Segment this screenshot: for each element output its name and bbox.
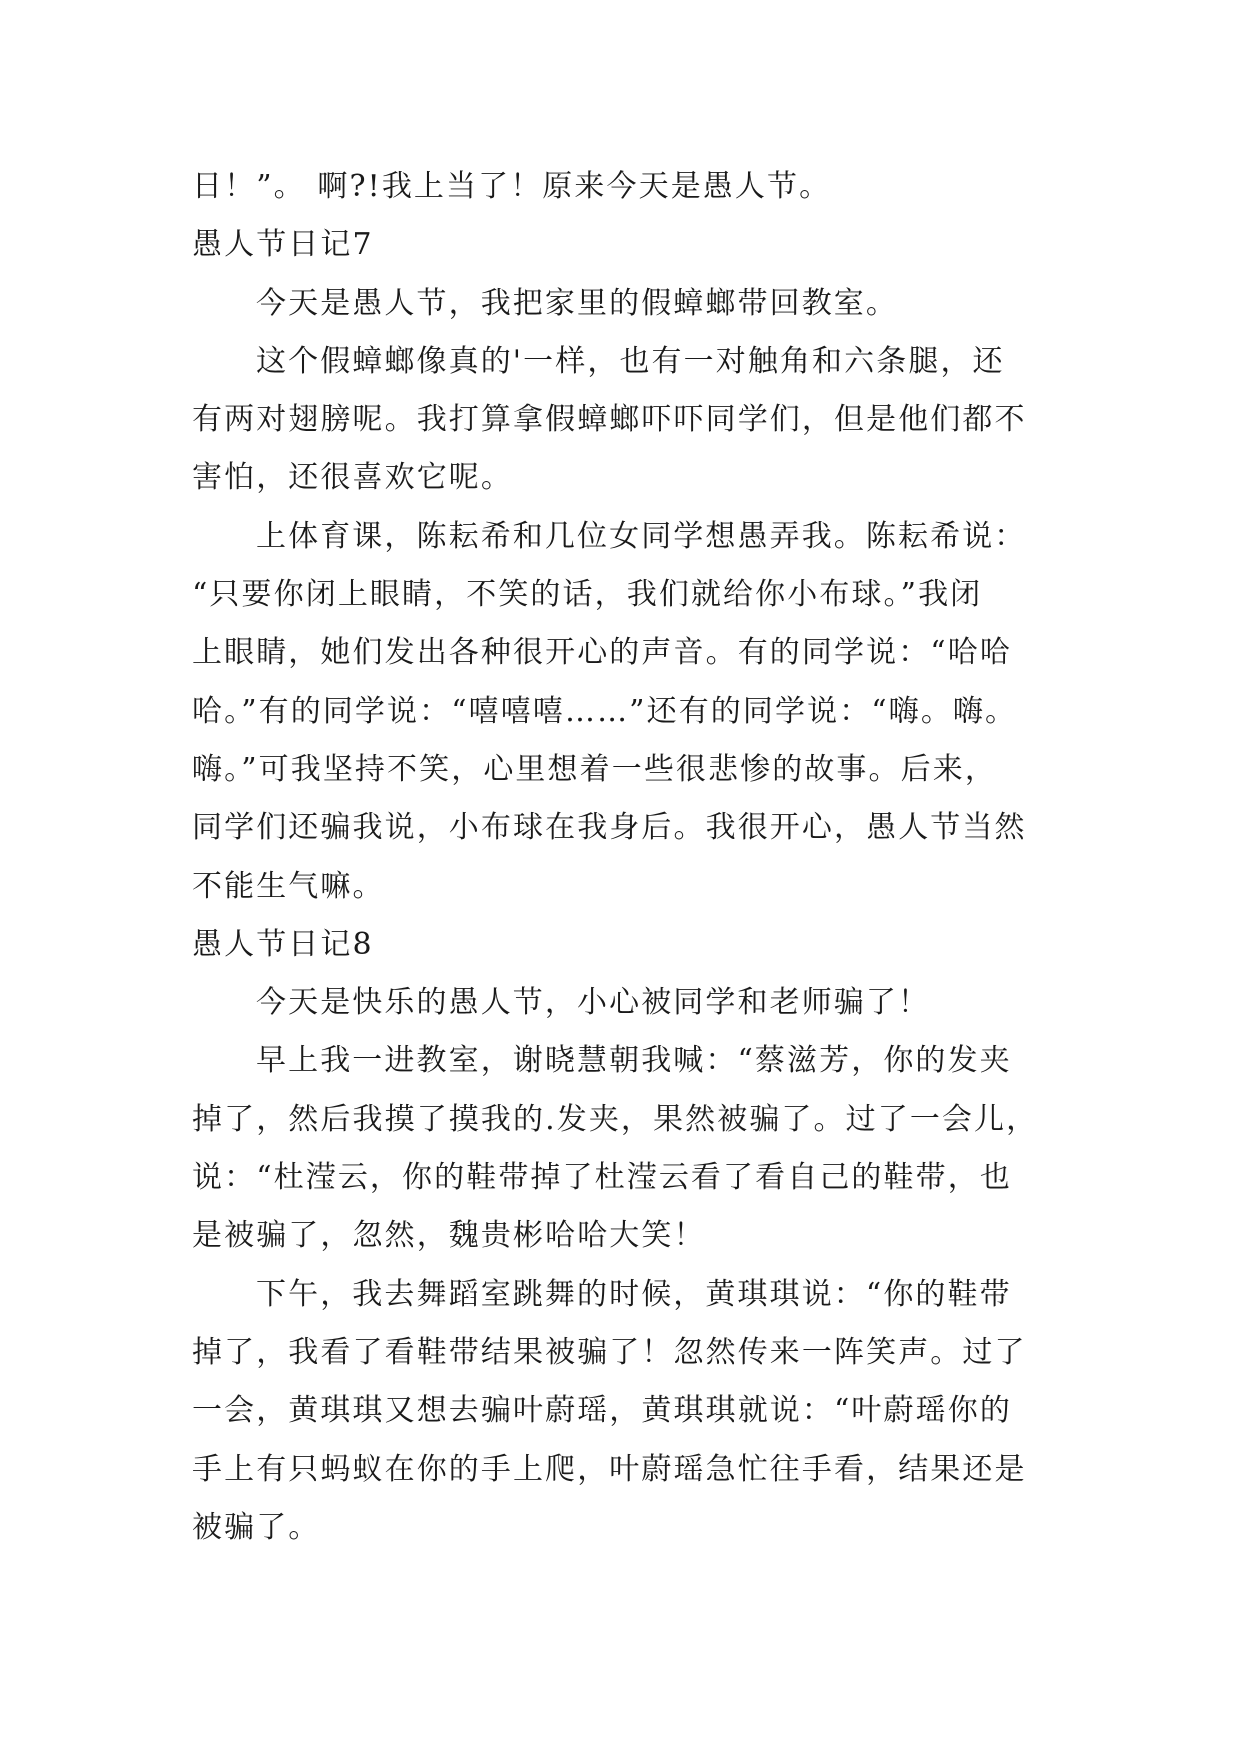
document-body bbox=[192, 158, 1072, 1557]
text-line: 手上有只蚂蚁在你的手上爬，叶蔚瑶急忙往手看，结果还是 bbox=[192, 1451, 1027, 1487]
text-line: 同学们还骗我说，小布球在我身后。我很开心，愚人节当然 bbox=[192, 810, 1027, 846]
text-line: 掉了，然后我摸了摸我的.发夹，果然被骗了。过了一会儿， bbox=[192, 1101, 1039, 1137]
text-line: 上体育课，陈耘希和几位女同学想愚弄我。陈耘希说： bbox=[256, 518, 1027, 554]
text-line: 这个假蟑螂像真的'一样，也有一对触角和六条腿，还 bbox=[256, 343, 1005, 379]
section-heading: 愚人节日记7 bbox=[192, 227, 374, 263]
text-line: 早上我一进教室，谢晓慧朝我喊：“蔡滋芳，你的发夹 bbox=[256, 1043, 1012, 1079]
text-line: 一会，黄琪琪又想去骗叶蔚瑶，黄琪琪就说：“叶蔚瑶你的 bbox=[192, 1393, 1012, 1429]
text-line: 嗨。”可我坚持不笑，心里想着一些很悲惨的故事。后来， bbox=[192, 751, 997, 787]
text-line: 不能生气嘛。 bbox=[192, 868, 385, 904]
text-line: 哈。”有的同学说：“嘻嘻嘻……”还有的同学说：“嗨。嗨。 bbox=[192, 693, 1018, 729]
text-line: 害怕，还很喜欢它呢。 bbox=[192, 460, 513, 496]
text-line: 掉了，我看了看鞋带结果被骗了！忽然传来一阵笑声。过了 bbox=[192, 1334, 1027, 1370]
text-line: 说：“杜滢云，你的鞋带掉了杜滢云看了看自己的鞋带，也 bbox=[192, 1160, 1012, 1196]
text-line: 是被骗了，忽然，魏贵彬哈哈大笑！ bbox=[192, 1218, 706, 1254]
text-line: 今天是愚人节，我把家里的假蟑螂带回教室。 bbox=[256, 285, 898, 321]
text-line: 今天是快乐的愚人节，小心被同学和老师骗了！ bbox=[256, 985, 931, 1021]
text-line: 日！”。 啊?!我上当了！原来今天是愚人节。 bbox=[192, 169, 832, 204]
text-line: 下午，我去舞蹈室跳舞的时候，黄琪琪说：“你的鞋带 bbox=[256, 1276, 1012, 1312]
text-line: 上眼睛，她们发出各种很开心的声音。有的同学说：“哈哈 bbox=[192, 635, 1012, 671]
section-heading: 愚人节日记8 bbox=[192, 926, 374, 962]
text-line: “只要你闭上眼睛，不笑的话，我们就给你小布球。”我闭 bbox=[192, 577, 983, 613]
text-line: 被骗了。 bbox=[192, 1509, 321, 1545]
text-line: 有两对翅膀呢。我打算拿假蟑螂吓吓同学们，但是他们都不 bbox=[192, 402, 1027, 438]
